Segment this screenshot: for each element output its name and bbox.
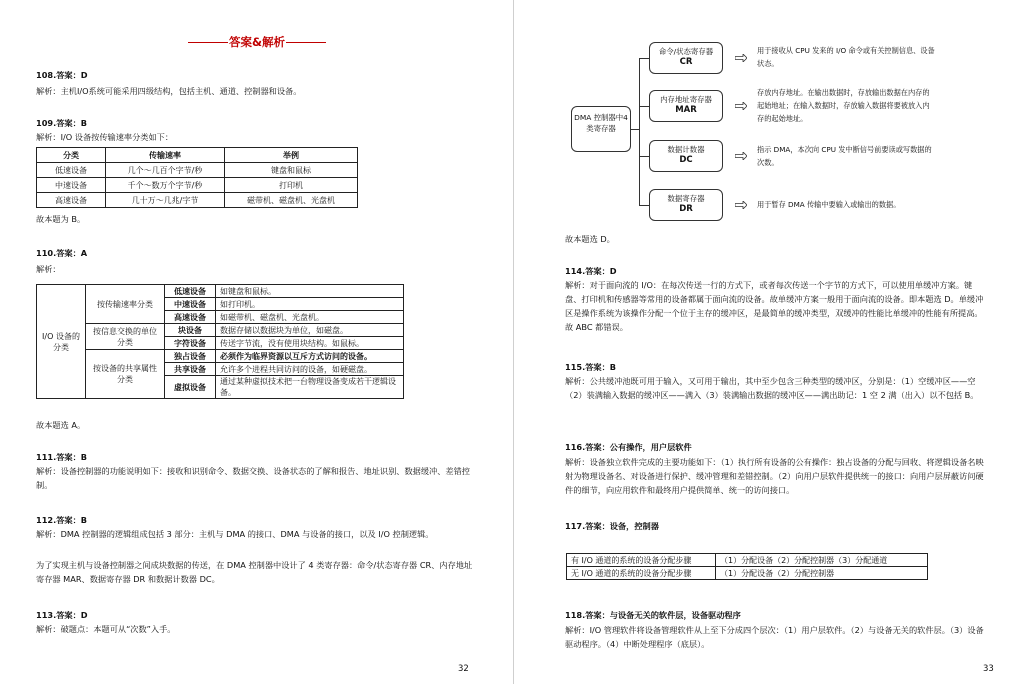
table-cell: 几十万～几兆/字节 <box>106 193 225 208</box>
arrow-right-icon <box>735 54 747 62</box>
q118-answer: 118.答案：与设备无关的软件层，设备驱动程序 <box>565 610 741 620</box>
table-row <box>37 163 358 178</box>
reg-note-dr: 用于暂存 DMA 传输中要输入或输出的数据。 <box>757 200 901 209</box>
table-cell-desc: 数据存储以数据块为单位，如磁盘。 <box>216 324 404 337</box>
q111-answer: 111.答案：B <box>36 452 88 462</box>
q113-answer: 113.答案：D <box>36 610 88 620</box>
section-title <box>0 34 514 50</box>
table-cell: 中速设备 <box>37 178 106 193</box>
reg-note-dc: 指示 DMA，本次向 CPU 发中断信号前要读或写数据的次数。 <box>757 145 932 167</box>
table-row <box>567 554 928 567</box>
reg-name: 内存地址寄存器 <box>660 95 712 104</box>
table-row <box>37 285 404 298</box>
table-cell-type: 中速设备 <box>165 298 216 311</box>
table-cell-type: 块设备 <box>165 324 216 337</box>
q111-analysis: 解析：设备控制器的功能说明如下：接收和识别命令、数据交换、设备状态的了解和报告、地址识别、数据缓冲、差错控制。 <box>36 466 470 490</box>
table-cell-root: I/O 设备的分类 <box>37 285 86 399</box>
table-header: 举例 <box>225 148 358 163</box>
connector <box>639 58 649 59</box>
q114-analysis: 解析：对于面向流的 I/O：在每次传送一行的方式下，或者每次传送一个字节的方式下，可以使用单缓冲方案。键盘、打印机和传感器等常用的设备都属于面向流的设备。故单缓冲方案一般用于面向流的设备。即本题选 D。单缓冲区是操作系统为该操作分配一个位于主存的缓冲区，是最简单的缓冲类型，双缓冲的性能比单缓冲的性能有所提高。故 ABC 都错误。 <box>565 280 984 332</box>
connector <box>639 205 649 206</box>
table-cell: 打印机 <box>225 178 358 193</box>
q109-analysis: 解析：I/O 设备按传输速率分类如下： <box>36 132 174 142</box>
reg-note-mar: 存放内存地址。在输出数据时，存放输出数据在内存的起始地址；在输入数据时，存放输入数据将要被放入内存的起始地址。 <box>757 88 930 123</box>
table-header-row <box>37 148 358 163</box>
table-cell-group: 按传输速率分类 <box>86 285 165 324</box>
q110-answer: 110.答案：A <box>36 248 88 258</box>
table-cell: 千个～数万个字节/秒 <box>106 178 225 193</box>
table-cell-type: 低速设备 <box>165 285 216 298</box>
dma-root-box <box>571 106 631 152</box>
reg-abbr: MAR <box>675 105 697 115</box>
table-cell: 高速设备 <box>37 193 106 208</box>
table-cell: 磁带机、磁盘机、光盘机 <box>225 193 358 208</box>
table-cell-desc: 必须作为临界资源以互斥方式访问的设备。 <box>216 350 404 363</box>
arrow-right-icon <box>735 152 747 160</box>
table-row <box>37 350 404 363</box>
arrow-right-icon <box>735 102 747 110</box>
connector <box>639 106 649 107</box>
right-page <box>515 0 1028 684</box>
reg-name: 数据寄存器 <box>667 194 705 203</box>
table-row <box>567 567 928 580</box>
q115-analysis: 解析：公共缓冲池既可用于输入，又可用于输出，其中至少包含三种类型的缓冲区，分别是：（1）空缓冲区——空（2）装满输入数据的缓冲区——满入（3）装满输出数据的缓冲区——满出助记：1 空 2 满（出入）以不包括 B。 <box>565 376 979 400</box>
q116-analysis: 解析：设备独立软件完成的主要功能如下：（1）执行所有设备的公有操作：独占设备的分配与回收、将逻辑设备名映射为物理设备名、对设备进行保护、缓冲管理和差错控制。（2）向用户层软件提供统一的接口：向用户层屏蔽访问硬件的细节，向应用软件和最终用户提供简单、统一的访问接口。 <box>565 457 984 495</box>
table-cell-desc: 允许多个进程共同访问的设备，如硬磁盘。 <box>216 363 404 376</box>
reg-abbr: DR <box>679 204 693 214</box>
table-cell-type: 字符设备 <box>165 337 216 350</box>
table-cell-desc: 如打印机。 <box>216 298 404 311</box>
dma-root-label: DMA 控制器中4类寄存器 <box>574 113 628 133</box>
reg-box-dr <box>649 189 723 221</box>
table-row <box>37 178 358 193</box>
q108-answer: 108.答案：D <box>36 70 88 80</box>
reg-box-mar <box>649 90 723 122</box>
table-header: 传输速率 <box>106 148 225 163</box>
table-cell: 低速设备 <box>37 163 106 178</box>
table-cell-type: 共享设备 <box>165 363 216 376</box>
title-text: 答案&解析 <box>228 35 286 49</box>
q113-analysis: 解析：破题点：本题可从“次数”入手。 <box>36 624 176 634</box>
reg-abbr: DC <box>679 155 693 165</box>
table-cell-group: 按信息交换的单位分类 <box>86 324 165 350</box>
connector <box>639 156 649 157</box>
reg-name: 数据计数器 <box>667 145 705 154</box>
q112-analysis: 解析：DMA 控制器的逻辑组成包括 3 部分：主机与 DMA 的接口、DMA 与设备的接口，以及 I/O 控制逻辑。 <box>36 529 434 539</box>
table-cell-desc: 传送字节流，没有使用块结构。如鼠标。 <box>216 337 404 350</box>
q110-analysis: 解析： <box>36 264 61 274</box>
q112-answer: 112.答案：B <box>36 515 88 525</box>
q113-conclusion: 故本题选 D。 <box>565 234 615 244</box>
table-cell: （1）分配设备（2）分配控制器 <box>716 567 928 580</box>
q118-analysis: 解析：I/O 管理软件将设备管理软件从上至下分成四个层次：（1）用户层软件。（2）与设备无关的软件层。（3）设备驱动程序。（4）中断处理程序（底层）。 <box>565 625 984 649</box>
table-cell: 无 I/O 通道的系统的设备分配步骤 <box>567 567 716 580</box>
table-cell-type: 虚拟设备 <box>165 376 216 399</box>
q112-extra: 为了实现主机与设备控制器之间成块数据的传送，在 DMA 控制器中设计了 4 类寄存器：命令/状态寄存器 CR、内存地址寄存器 MAR、数据寄存器 DR 和数据计数器 DC。 <box>36 560 473 584</box>
reg-name: 命令/状态寄存器 <box>658 47 714 56</box>
reg-box-cr <box>649 42 723 74</box>
q110-conclusion: 故本题选 A。 <box>36 420 86 430</box>
q117-answer: 117.答案：设备，控制器 <box>565 521 659 531</box>
bracket-line <box>639 58 640 206</box>
table-header: 分类 <box>37 148 106 163</box>
reg-box-dc <box>649 140 723 172</box>
q109-answer: 109.答案：B <box>36 118 88 128</box>
reg-abbr: CR <box>679 57 693 67</box>
table-cell-type: 独占设备 <box>165 350 216 363</box>
page-number: 33 <box>983 664 994 674</box>
table-cell-type: 高速设备 <box>165 311 216 324</box>
connector <box>631 129 639 130</box>
q108-analysis: 解析：主机I/O系统可能采用四级结构，包括主机、通道、控制器和设备。 <box>36 86 302 96</box>
table-cell: （1）分配设备（2）分配控制器（3）分配通道 <box>716 554 928 567</box>
title-rule-right <box>286 42 326 43</box>
table-row <box>37 193 358 208</box>
title-rule-left <box>188 42 228 43</box>
q114-answer: 114.答案：D <box>565 266 617 276</box>
reg-note-cr: 用于接收从 CPU 发来的 I/O 命令或有关控制信息、设备状态。 <box>757 46 935 68</box>
q116-answer: 116.答案：公有操作，用户层软件 <box>565 442 692 452</box>
table-cell: 有 I/O 通道的系统的设备分配步骤 <box>567 554 716 567</box>
q109-table <box>36 147 358 208</box>
page-number: 32 <box>458 664 469 674</box>
table-cell-group: 按设备的共享属性分类 <box>86 350 165 399</box>
table-cell-desc: 如磁带机、磁盘机、光盘机。 <box>216 311 404 324</box>
table-cell-desc: 通过某种虚拟技术把一台物理设备变成若干逻辑设备。 <box>216 376 404 399</box>
table-cell: 几个～几百个字节/秒 <box>106 163 225 178</box>
q110-table <box>36 284 404 399</box>
q115-answer: 115.答案：B <box>565 362 617 372</box>
table-row <box>37 324 404 337</box>
q117-table <box>566 553 928 580</box>
q109-conclusion: 故本题为 B。 <box>36 214 86 224</box>
arrow-right-icon <box>735 201 747 209</box>
table-cell: 键盘和鼠标 <box>225 163 358 178</box>
table-cell-desc: 如键盘和鼠标。 <box>216 285 404 298</box>
